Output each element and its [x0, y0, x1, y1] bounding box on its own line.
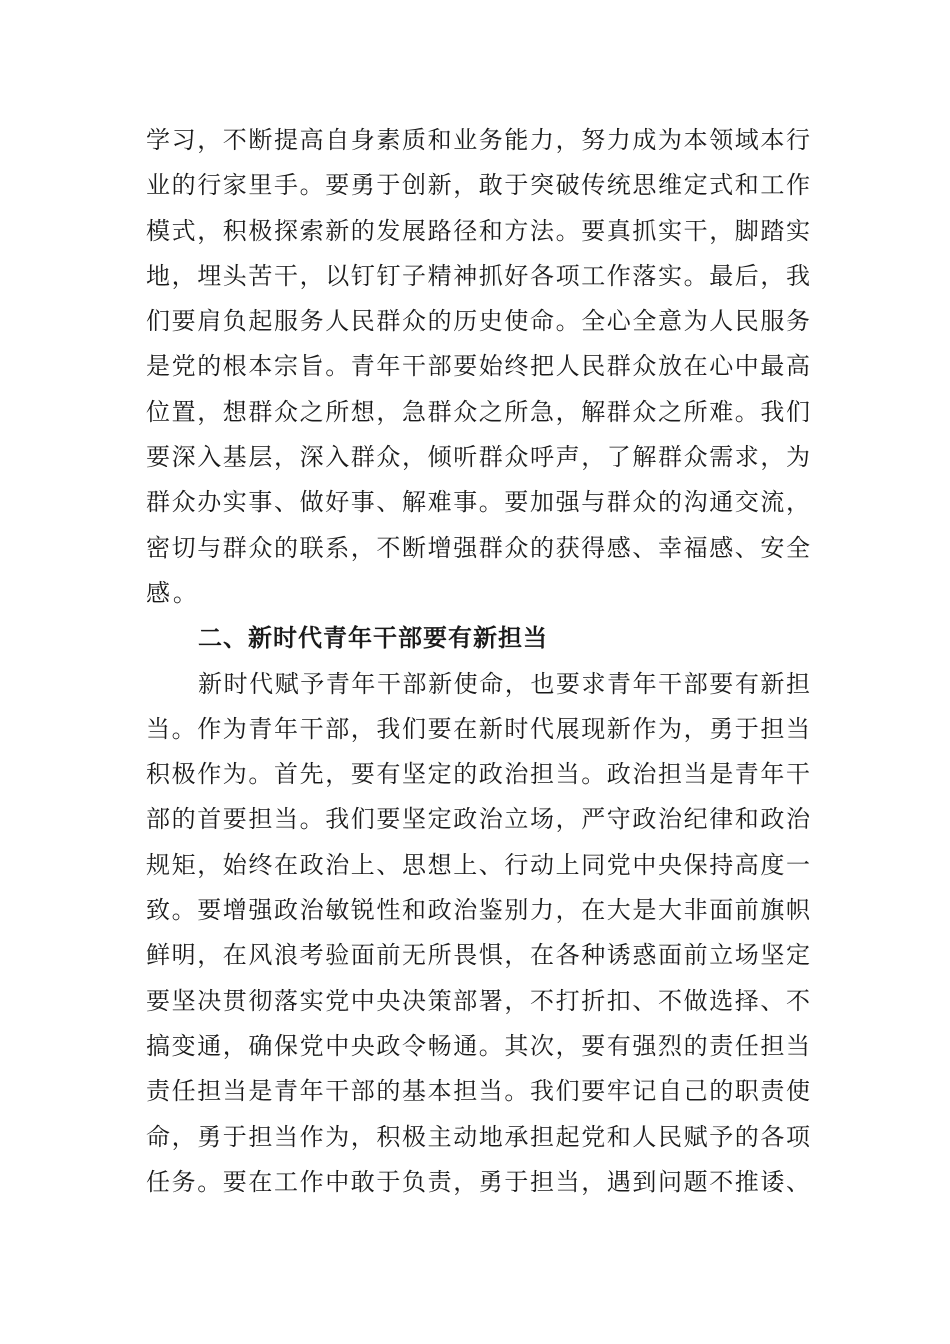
- text-line: 们要肩负起服务人民群众的历史使命。全心全意为人民服务: [146, 307, 810, 336]
- document-page: [146, 118, 810, 1205]
- text-line: 位置，想群众之所想，急群众之所急，解群众之所难。我们: [146, 397, 810, 426]
- paragraph-2: [146, 662, 810, 1206]
- text-line: 模式，积极探索新的发展路径和方法。要真抓实干，脚踏实: [146, 216, 810, 245]
- text-line: 责任担当是青年干部的基本担当。我们要牢记自己的职责使: [146, 1077, 810, 1106]
- section-heading: 二、新时代青年干部要有新担当: [198, 624, 548, 653]
- text-line: 当。作为青年干部，我们要在新时代展现新作为，勇于担当: [146, 714, 810, 743]
- text-line: 学习，不断提高自身素质和业务能力，努力成为本领域本行: [146, 126, 810, 154]
- text-line: 要坚决贯彻落实党中央决策部署，不打折扣、不做选择、不: [146, 986, 810, 1015]
- text-line: 部的首要担当。我们要坚定政治立场，严守政治纪律和政治: [146, 805, 810, 834]
- text-line: 密切与群众的联系，不断增强群众的获得感、幸福感、安全: [146, 533, 810, 562]
- text-line: 群众办实事、做好事、解难事。要加强与群众的沟通交流，: [146, 488, 810, 517]
- text-line: 致。要增强政治敏锐性和政治鉴别力，在大是大非面前旗帜: [146, 896, 810, 925]
- text-line: 搞变通，确保党中央政令畅通。其次，要有强烈的责任担当: [146, 1031, 810, 1060]
- text-line: 新时代赋予青年干部新使命，也要求青年干部要有新担: [198, 669, 810, 698]
- text-line: 积极作为。首先，要有坚定的政治担当。政治担当是青年干: [146, 760, 810, 789]
- text-line: 要深入基层，深入群众，倾听群众呼声，了解群众需求，为: [146, 443, 810, 472]
- text-line: 是党的根本宗旨。青年干部要始终把人民群众放在心中最高: [146, 352, 810, 381]
- paragraph-1: [146, 118, 810, 616]
- text-line: 规矩，始终在政治上、思想上、行动上同党中央保持高度一: [146, 850, 810, 879]
- text-line: 命，勇于担当作为，积极主动地承担起党和人民赋予的各项: [146, 1122, 810, 1151]
- text-line: 任务。要在工作中敢于负责，勇于担当，遇到问题不推诿、: [146, 1167, 810, 1196]
- text-line: 地，埋头苦干，以钉钉子精神抓好各项工作落实。最后，我: [146, 261, 810, 290]
- text-line: 业的行家里手。要勇于创新，敢于突破传统思维定式和工作: [146, 171, 810, 200]
- text-line: 感。: [146, 578, 200, 607]
- text-line: 鲜明，在风浪考验面前无所畏惧，在各种诱惑面前立场坚定: [146, 941, 810, 970]
